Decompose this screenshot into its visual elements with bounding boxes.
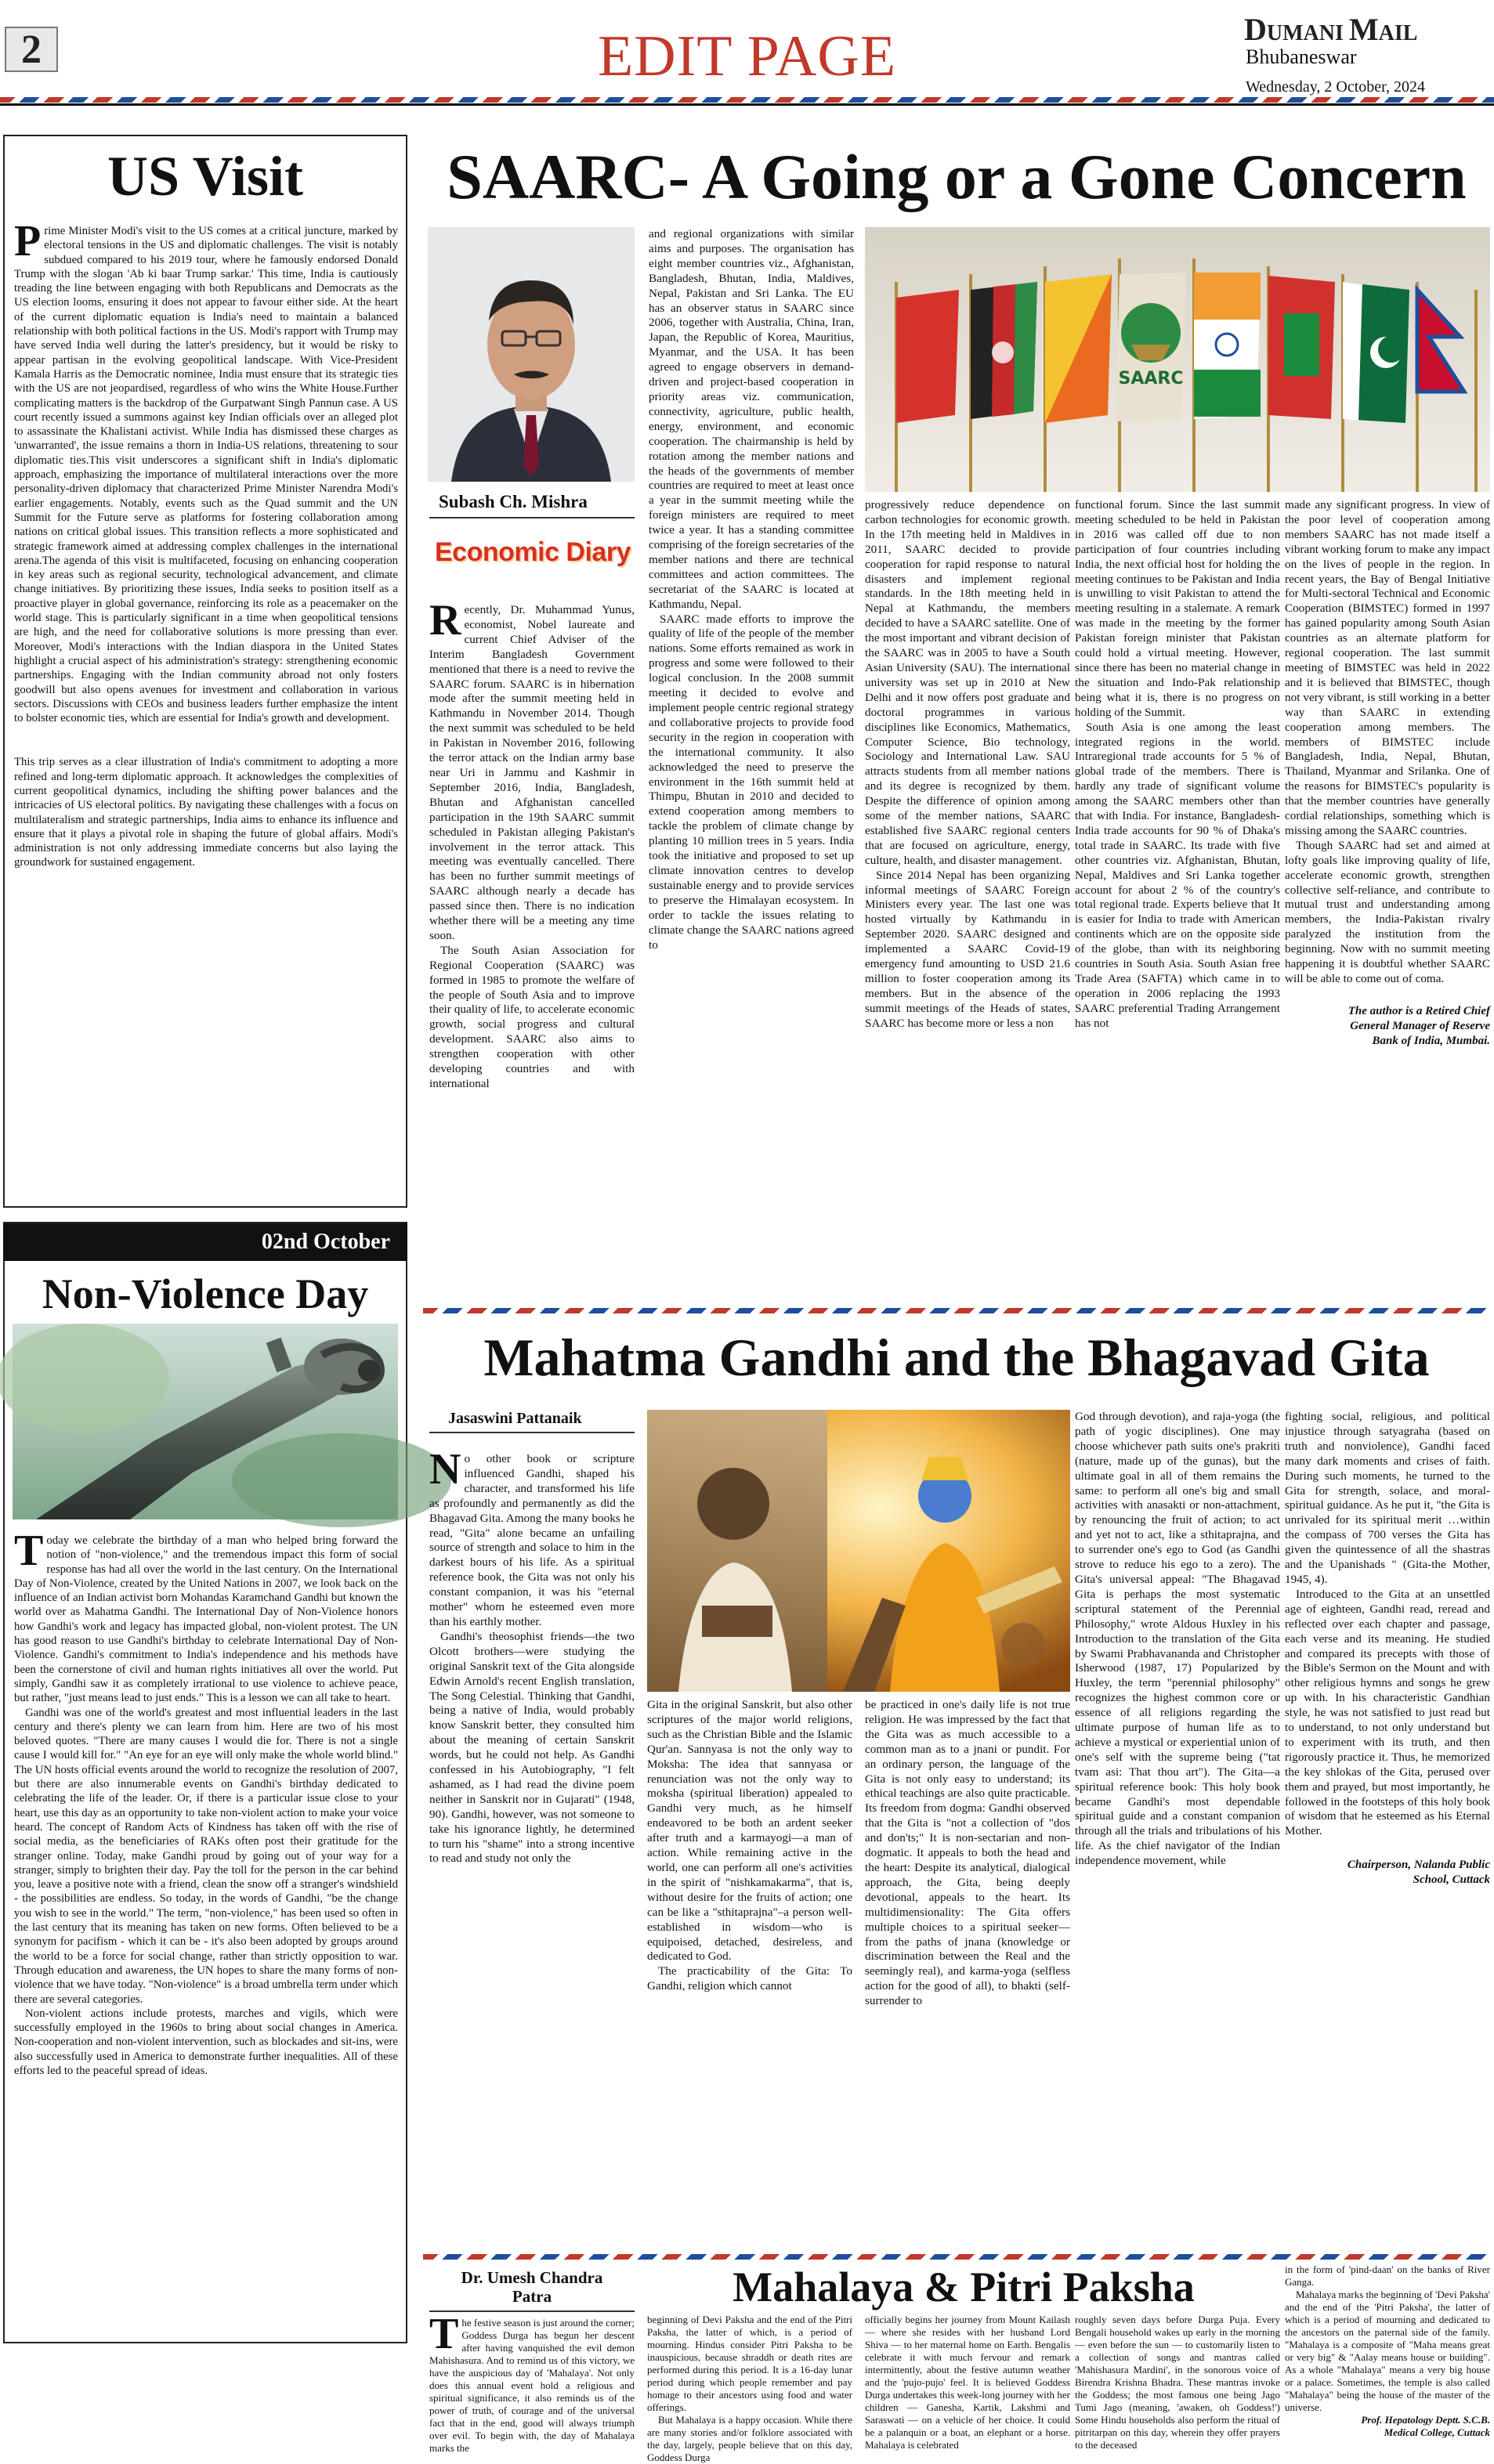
gita-author-rule [429,1432,635,1433]
mahalaya-c1: The festive season is just around the corner; Goddess Durga has begun her descent after having vanquished the evil demon Mahishasura. And to remind us of this victory, we have the auspicious day of 'Mahalaya'. Not only does this annual event hold a religious and spiritual significance, it also reminds us of the power of truth, of courage and of the universal fact that in the end, good will always triumph over evil. To begin with, the day of Mahalaya marks the [429,2310,635,2454]
mahalaya-signature-2: Medical College, Cuttack [1384,2426,1490,2438]
saarc-signature-2: General Manager of Reserve [1350,1019,1490,1032]
us-visit-title: US Visit [107,145,304,208]
mahalaya-author-1: Dr. Umesh Chandra [461,2268,603,2287]
gita-c3: be practiced in one's daily life is not true religion. He was impressed by the fact that the Gita was as much accessible to a common man as to a jnani or pundit. For an ordinary person, the language of the Gita is not only easy to understand; its ethical teachings are also quite practicable. Its freedom from dogma: Gandhi observed that the Gita is "not a collection of "dos and don'ts;" It is non-sectarian and non-dogmatic. It appeals to both the head and the heart: Despite its analytical, dialogical approach, the Gita, being deeply devotional, appeals to the heart. Its multidimensionality: The Gita offers multiple choices to a spiritual seeker— from the paths of jnana (knowledge or discrimination between the Real and the seemingly real), and karma-yoga (selfless action for the good of all), to bhakti (self-surrender to [865,1698,1070,2008]
us-visit-para-2: This trip serves as a clear illustration of India's commitment to adopting a more refined and long-term diplomatic approach. It acknowledges the complexities of current geopolitical dynamics, including the shifting power balances and the intricacies of US electoral politics. By navigating these challenges with a focus on multilateralism and strategic partnerships, India aims to enhance its influence and ensure that it plays a pivotal role in shaping the future of global affairs. Modi's administration is not only addressing immediate concerns but also laying the groundwork for sustained engagement. [14,756,398,869]
saarc-col-4 [1075,498,1280,1300]
paper-name: DUMANI MAIL [1244,12,1418,47]
gita-c1: No other book or scripture influenced Gandhi, shaped his character, and transformed his life as profoundly and permanently as did the Bhagavad Gita. Among the many books he read, "Gita" alone became an unfailing source of strength and solace to him in the darkest hours of his life. As a spiritual reference book, the Gita was not only his constant companion, it was his "eternal mother" whom he esteemed even more than his earthly mother. [429,1445,635,1628]
nonviolence-title: Non-Violence Day [42,1270,369,1317]
airmail-divider-2 [423,2254,1490,2260]
gita-c4: God through devotion), and raja-yoga (the path of yogic disciplines). One may choose whichever path suits one's prakriti (nature, made up of the gunas), but the ultimate goal in all of them remains the same: to perform all one's big and small activities with anasakti or non-attachment, by renouncing the fruit of action; to act and yet not to act, like a sthitaprajna, and to surrender one's ego to God (as Gandhi strove to reduce his ego to a zero). The Gita's universal appeal: "The Bhagavad Gita is perhaps the most systematic scriptural statement of the Perennial Philosophy," wrote Aldous Huxley in his Introduction to the translation of the Gita by Swami Prabhavananda and Christopher Isherwood (1987, 17) Popularized by Huxley, the term "perennial philosophy" recognizes the highest common core or essence of all religions regarding the ultimate purpose of human life as to achieve a mystical or experiential union of one's self with the supreme being ("tat tvam asi: That thou art"). The Gita—a spiritual reference book: This holy book became Gandhi's most dependable spiritual guide and a constant companion through all the trials and tribulations of his life. As the chief navigator of the Indian independence movement, while [1075,1410,1280,1868]
us-visit-para-1: Prime Minister Modi's visit to the US comes at a critical juncture, marked by electoral tensions in the US and diplomatic challenges. The visit is notably subdued compared to his 2019 tour, where he famously endorsed Donald Trump with the slogan 'Ab ki baar Trump sarkar.' This time, India is cautiously treading the line between engaging with both Republicans and Democrats as the US election looms, ensuring it does not appear to favour either side. At the heart of the current diplomatic equation is India's need to maintain a balanced relationship with both political factions in the US. Modi's rapport with Trump may have served India well during the latter's presidency, but it would be risky to appear partisan in the evolving geopolitical landscape. With Vice-President Kamala Harris as the Democratic nominee, India must ensure that its strategic ties with the US are not jeopardised, regardless of who wins the White House.Further complicating matters is the backdrop of the Gurpatwant Singh Pannun case. A US court recently issued a summons against key Indian officials over an alleged plot to assassinate the Khalistani activist. While India has dismissed these charges as 'unwarranted', the issue remains a thorn in India-US relations, threatening to sour diplomatic ties.This visit underscores a significant shift in India's diplomatic approach, emphasizing the importance of multilateral interactions over the more personality-driven diplomacy that characterized Prime Minister Narendra Modi's earlier engagements. Notably, events such as the Quad summit and the UN Summit for the Future serve as platforms for fostering collaboration among nations on critical global issues. This transition reflects a more sophisticated and strategic framework aimed at addressing complex challenges in the international arena.The agenda of this visit is multifaceted, focusing on enhancing cooperation in key areas such as regional security, technological advancement, and climate change initiatives. By prioritizing these issues, India seeks to position itself as a proactive player in global governance, reinforcing its role as a peacemaker on the world stage. This is particularly significant in a time when geopolitical tensions are high, and the need for collaborative solutions is more pressing than ever. Moreover, Modi's interactions with the Indian diaspora in the United States highlight a crucial aspect of his administration's strategy: strengthening economic partnerships. Engaging with the Indian community abroad not only fosters goodwill but also opens avenues for investment and collaboration in various sectors. Discussions with CEOs and business leaders further emphasize the intent to bolster economic ties, which are essential for India's growth and development. [14,217,398,725]
mahalaya-signature-1: Prof. Hepatology Deptt. S.C.B. [1361,2414,1490,2426]
nonviolence-para-3: Non-violent actions include protests, marches and vigils, which were successfully employed in the 1960s to bring about social changes in America. Non-cooperation and non-violent intervention, such as blockades and sit-ins, were also successfully used in America to demonstrate further inequalities. All of these efforts led to the peaceful spread of ideas. [14,2007,398,2077]
section-title: EDIT PAGE [597,24,897,89]
mahalaya-col-1 [429,2310,635,2454]
saarc-signature-1: The author is a Retired Chief [1347,1004,1490,1017]
saarc-c2b: SAARC made efforts to improve the quality of life of the people of the member nations. Some efforts remained as work in progress and some were followed to their logical conclusion. In the 2008 summit meeting it decided to evolve and implement people centric regional strategy and collaborative projects to provide food security in the region in cooperation with the international community. It also acknowledged the need to preserve the environment in the 16th summit held at Thimpu, Bhutan in 2010 and decided to extend cooperation among members to tackle the problem of climate change by planting 10 million trees in 5 years. India took the initiative and proposed to set up climate innovation centres to develop sustainable energy and to provide services to preserve the Himalayan ecosystem. In order to tackle the issues relating to climate change the SAARC nations agreed to [649,612,854,952]
saarc-flags-photo [865,227,1490,492]
saarc-author: Subash Ch. Mishra [439,492,588,511]
gita-signature-2: School, Cuttack [1413,1873,1490,1887]
gita-c2b: The practicability of the Gita: To Gandhi, religion which cannot [647,1964,852,1993]
gita-signature-1: Chairperson, Nalanda Public [1347,1859,1490,1872]
nonviolence-para-1: Today we celebrate the birthday of a man who helped bring forward the notion of "non-violence," and the tremendous impact this form of social response has had all over the world in the last century. On the International Day of Non-Violence, created by the United Nations in 2007, we look back on the influence of an Indian activist born Mohandas Karamchand Gandhi but known the world over as Mahatma Gandhi. The International Day of Non-Violence honors how Gandhi's work and legacy has impacted global, non-violent protest. The UN has good reason to use Gandhi's birthday to celebrate International Day of Non-Violence. Gandhi's commitment to India's independence and his methods have been the cornerstone of civil and human rights initiatives all over the world. Put simply, Gandhi saw it as completely irrational to use violence to achieve peace, but rather, "just means lead to just ends." This is a lesson we can all take to heart. [14,1526,398,1705]
saarc-c5b: Though SAARC had set and aimed at lofty goals like improving quality of life, accelerate economic growth, strengthen collective self-reliance, and contribute to mutual trust and understanding among members, the India-Pakistan rivalry paralyzed the institution from the beginning. Now with no summit meeting happening it is doubtful whether SAARC will be able to come out of coma. [1285,838,1490,985]
city: Bhubaneswar [1246,45,1357,68]
rule-under-top [0,103,1494,106]
saarc-c5: made any significant progress. In view of the poor level of cooperation among members SAARC has not made itself a vibrant working forum to make any impact on the lives of people in the region. In recent years, the Bay of Bengal Initiative for Multi-sectoral Technical and Economic Cooperation (BIMSTEC) formed in 1997 has gained popularity among South Asian countries as an alternate platform for regional cooperation. The last summit meeting of BIMSTEC was held in 2022 and it is believed that BIMSTEC, though not very vibrant, is still working in a better way than SAARC in extending cooperation among members. The members of BIMSTEC include Bangladesh, India, Nepal, Bhutan, Thailand, Myanmar and Srilanka. One of the reasons for BIMSTEC's popularity is that the member countries have generally cordial relationships, something which is missing among the SAARC countries. [1285,498,1490,837]
saarc-c4: functional forum. Since the last summit meeting scheduled to be held in Pakistan in 2016 was called off due to non participation of four countries including India, the next official host for holding the meeting continues to be Pakistan and India is unwilling to visit Pakistan to attend the meeting resulting in a stalemate. A remark was made in the meeting by the former Pakistan foreign minister that Pakistan could hold a virtual meeting. However, since there has been no material change in the situation and Indo-Pak relationship being what it is, there is no progress on holding of the Summit. [1075,498,1280,719]
us-visit-body [14,217,398,1195]
issue-date: Wednesday, 2 October, 2024 [1246,78,1426,96]
gita-headline: Mahatma Gandhi and the Bhagavad Gita [483,1328,1430,1387]
saarc-signature-3: Bank of India, Mumbai. [1372,1034,1490,1047]
nonviolence-date: 02nd October [261,1230,390,1254]
gita-col-4 [1075,1410,1280,2246]
mahalaya-headline: Mahalaya & Pitri Paksha [733,2263,1195,2310]
mahalaya-c5: in the form of 'pind-daan' on the banks of River Ganga. [1285,2263,1490,2288]
saarc-col-3 [865,498,1070,1300]
saarc-c4b: South Asia is one among the least integrated regions in the world. Intraregional trade accounts for 5 % of global trade of the members. There is hardly any trade of significant volume among the SAARC members other than that with India. For instance, Bangladesh-India trade accounts for 90 % of Dhaka's total trade in SAARC. Its trade with five other countries viz. Afghanistan, Bhutan, Nepal, Maldives and Sri Lanka together account for about 2 % of the country's total regional trade. Experts believe that It is easier for India to trade with American continents which are on the opposite side of the globe, than with its neighboring countries in South Asia. South Asian free Trade Area (SAFTA) which came in to operation in 2006 replacing the 1993 SAARC preferential Trading Arrangement has not [1075,720,1280,1030]
gita-c1b: Gandhi's theosophist friends—the two Olcott brothers—were studying the original Sanskrit text of the Gita alongside Edwin Arnold's recent English translation, The Song Celestial. Thinking that Gandhi, being a native of India, would probably know Sanskrit better, they consulted him about the meaning of certain Sanskrit words, but he could not help. As Gandhi confessed in his Autobiography, "I felt ashamed, as I had read the divine poem neither in Sanskrit nor in Gujarati" (1948, 90). Gandhi, however, was not someone to take his ignorance lightly, he determined to turn his "shame" into a strong incentive to read and study not only the [429,1629,635,1866]
mahalaya-author-2: Patra [512,2287,552,2306]
gita-col-2 [647,1698,852,2246]
airmail-rule-top [0,97,1494,103]
saarc-c1: Recently, Dr. Muhammad Yunus, economist, Nobel laureate and current Chief Adviser of the Interim Bangladesh Government mentioned that there is a need to revive the SAARC forum. SAARC is in hibernation mode after the summit meeting held in Kathmandu in November 2014. Though the next summit was scheduled to be held in Pakistan in November 2016, following the terror attack on the Indian army base near Uri in Jammu and Kashmir in September 2016, India, Bangladesh, Bhutan and Afghanistan cancelled participation in the 19th SAARC summit scheduled in Pakistan alleging Pakistan's involvement in the terror attack. This meeting was eventually cancelled. There has been no further summit meetings of SAARC although nearly a decade has passed since then. There is no indication whether there will be a meeting any time soon. [429,596,635,942]
mahalaya-c2: beginning of Devi Paksha and the end of the Pitri Paksha, the latter of which, is a period of mourning. Hindus consider Pitri Paksha to be inauspicious, because shraddh or death rites are performed during this period. It is a 16-day lunar period during which people remember and pay homage to their ancestors using food and water offerings. [647,2314,852,2413]
gita-col-5 [1285,1410,1490,2246]
saarc-c3: progressively reduce dependence on carbon technologies for economic growth. In the 17th meeting held in Maldives in 2011, SAARC decided to provide cooperation for rapid response to natural disasters and implement regional standards. In the 18th meeting held in Nepal at Kathmandu, the members decided to have a SAARC satellite. One of the most important and vibrant decision of the SAARC was in 2005 to have a South Asian University (SAU). The international university was set up in 2010 at New Delhi and it now offers post graduate and doctoral programmes in various disciplines like Economics, Mathematics, Computer Science, Bio technology, Sociology and International Law. SAU attracts students from all member nations and its degree is recognized by them. Despite the difference of opinion among some of the member nations, SAARC established five SAARC regional centers that are focused on agriculture, energy, culture, health, and disaster management. [865,498,1070,867]
saarc-author-rule [429,517,635,518]
knotted-gun-sculpture-image [13,1324,398,1519]
gita-c5: fighting social, religious, and political injustice through satyagraha (based on truth and nonviolence), Gandhi faced many dark moments and crises of faith. During such moments, he turned to the Gita for strength, solace, and moral-spiritual guidance. As he put it, "the Gita is unrivaled for its spiritual merit …within the compass of 700 verses the Gita has given the quintessence of all the shastras and the Upanishads " (Gita-the Mother, 1945, 4). [1285,1410,1490,1586]
airmail-divider-1 [423,1308,1490,1313]
gita-c5b: Introduced to the Gita at an unsettled age of eighteen, Gandhi read, reread and reflected over each chapter and passage, each verse and its meaning. He studied and compared its precepts with those of the Bible's Sermon on the Mount and with other religious hymns and songs he grew up with. In his characteristic Gandhian style, he was not satisfied to just read but to understand, to not only understand but to experiment with its truth, and then rigorously practice it. Thus, he memorized the key shlokas of the Gita, perused over them and prayed, but most importantly, he followed in the footsteps of this holy book of wisdom that he esteemed as his Eternal Mother. [1285,1587,1490,1838]
mahalaya-col-5 [1285,2263,1491,2438]
gita-author: Jasaswini Pattanaik [448,1410,582,1427]
gita-col-3 [865,1698,1070,2246]
masthead [0,0,1494,96]
saarc-col-2 [649,227,854,1300]
mahalaya-col-3 [865,2314,1070,2451]
gita-c2: Gita in the original Sanskrit, but also other scriptures of the major world religions, such as the Christian Bible and the Islamic Qur'an. Sannyasa is not the only way to Moksha: The idea that sannyasa or renunciation was not the only way to moksha (spiritual liberation) appealed to Gandhi very much, as he himself endeavored to be both an ardent seeker after truth and a karmayogi—a man of action. While remaining active in the world, one can perform all one's activities in the spirit of "nishkamakarma", that is, without desire for the fruits of action; one can be like a "sthitaprajna"–a person well-established in wisdom—who is equipoised, detached, desireless, and dedicated to God. [647,1698,852,1964]
saarc-c2: and regional organizations with similar aims and purposes. The organisation has eight member countries viz., Afghanistan, Bangladesh, Bhutan, India, Maldives, Nepal, Pakistan and Sri Lanka. The EU has an observer status in SAARC since 2006, together with Australia, China, Iran, Japan, the Republic of Korea, Mauritius, Myanmar, and the USA. It has been agreed to engage observers in demand-driven and project-based cooperation in priority areas viz. communication, connectivity, agriculture, public health, energy, environment, and economic cooperation. The chairmanship is held by rotation among the member nations and the heads of the governments of member countries are required to meet at least once a year in the summit meeting while the foreign ministers are required to meet twice a year. It has a standing committee comprising of the foreign secretaries of the member nations and there are technical committees and action committees. The secretariat of the SAARC is located at Kathmandu, Nepal. [649,227,854,611]
saarc-col-5 [1285,498,1490,1300]
mahalaya-c4: roughly seven days before Durga Puja. Every Bengali household wakes up early in the morning — even before the sun — to customarily listen to a collection of songs and mantras called 'Mahishasura Mardini', in the sonorous voice of Birendra Krishna Bhadra. These mantras invoke the Goddess; the most famous one being Jago Tumi Jago (meaning, 'awaken, oh Goddess!') Some Hindu households also perform the ritual of pitritarpan on this day, wherein they offer prayers to the deceased [1075,2314,1280,2451]
saarc-headline: SAARC- A Going or a Gone Concern [447,141,1467,212]
mahalaya-col-2 [647,2314,852,2463]
mahalaya-c5b: Mahalaya marks the beginning of 'Devi Paksha' and the end of the 'Pitri Paksha', the latter of which is a period of mourning and dedicated to the ancestors on the paternal side of the family. "Mahalaya is a composite of "Maha means great or very big" & "Aalay means house or building". As a whole "Mahalaya" means a very big house or a palace. Sometimes, the temple is also called "Mahalaya" being the house of the master of the universe. [1285,2289,1491,2413]
nonviolence-body [14,1526,398,2340]
saarc-col-1 [429,596,635,1300]
mahalaya-c3: officially begins her journey from Mount Kailash — where she resides with her husband Lord Shiva — to her maternal home on Earth. Bengalis celebrate it with much fervour and remark intermittently, about the festive autumn weather and the 'pujo-pujo' feel. It is believed Goddess Durga undertakes this week-long journey with her children — Ganesha, Kartik, Lakshmi and Saraswati — on a vehicle of her choice. It could be a palanquin or a boat, an elephant or a horse. Mahalaya is celebrated [865,2314,1070,2451]
mahalaya-c2b: But Mahalaya is a happy occasion. While there are many stories and/or folklore associated with the day, largely, people believe that on this day, Goddess Durga [647,2414,852,2463]
nonviolence-band [3,1223,407,1261]
author-portrait-image [428,227,635,482]
saarc-emblem-label: SAARC [1118,369,1184,388]
economic-diary-tag: Economic Diary [435,537,631,567]
saarc-c3b: Since 2014 Nepal has been organizing informal meetings of SAARC Foreign Ministers every year. The last one was hosted virtually by Kathmandu in September 2020. SAARC designed and implemented a SAARC Covid-19 emergency fund amounting to USD 21.6 million to foster cooperation among its members. But in the absence of the summit meetings of the Heads of states, SAARC has become more or less a non [865,868,1070,1030]
gita-col-1 [429,1445,635,2243]
gandhi-krishna-illustration [647,1410,1070,1692]
mahalaya-col-4 [1075,2314,1280,2451]
saarc-c1b: The South Asian Association for Regional Cooperation (SAARC) was formed in 1985 to promote the welfare of the people of South Asia and to improve their quality of life, to accelerate economic growth, social progress and cultural development. SAARC also aims to strengthen cooperation with other developing countries and with international [429,943,635,1090]
nonviolence-para-2: Gandhi was one of the world's greatest and most influential leaders in the last century and there's plenty we can learn from him. Here are two of his most beloved quotes. "There are many causes I would die for. There is not a single cause I would kill for." "An eye for an eye will only make the whole world blind." The UN hosts official events around the world to recognize the resolution of 2007, but there are also innumerable events on Gandhi's birthday dedicated to celebrating the life of the leader. Or, if there is a particular issue close to your heart, use this day as an opportunity to take non-violent action to make your voice heard. The concept of Random Acts of Kindness has taken off with the rise of social media, as the beneficiaries of RAKs often post their gratitude for the stranger online. Today, make Gandhi proud by going out of your way for a stranger, simply to brighten their day. Pay the toll for the person in the car behind you, leave a positive note with a friend, clean the snow off a stranger's windshield - the possibilities are endless. So today, in the words of Gandhi, "be the change you wish to see in the world." The term, "non-violence," has been used so often in the last century that its meaning has taken on new forms. Often believed to be a synonym for pacifism - which it can be - it's also been adopted by groups around the world to be a force for social change, rather than strictly opposition to war. Through education and awareness, the UN hopes to share the many forms of non-violence that we have today. "Non-violence" is a broad umbrella term under which there are several categories. [14,1706,398,2006]
mahalaya-author-rule [429,2310,635,2312]
page-number: 2 [21,27,42,72]
